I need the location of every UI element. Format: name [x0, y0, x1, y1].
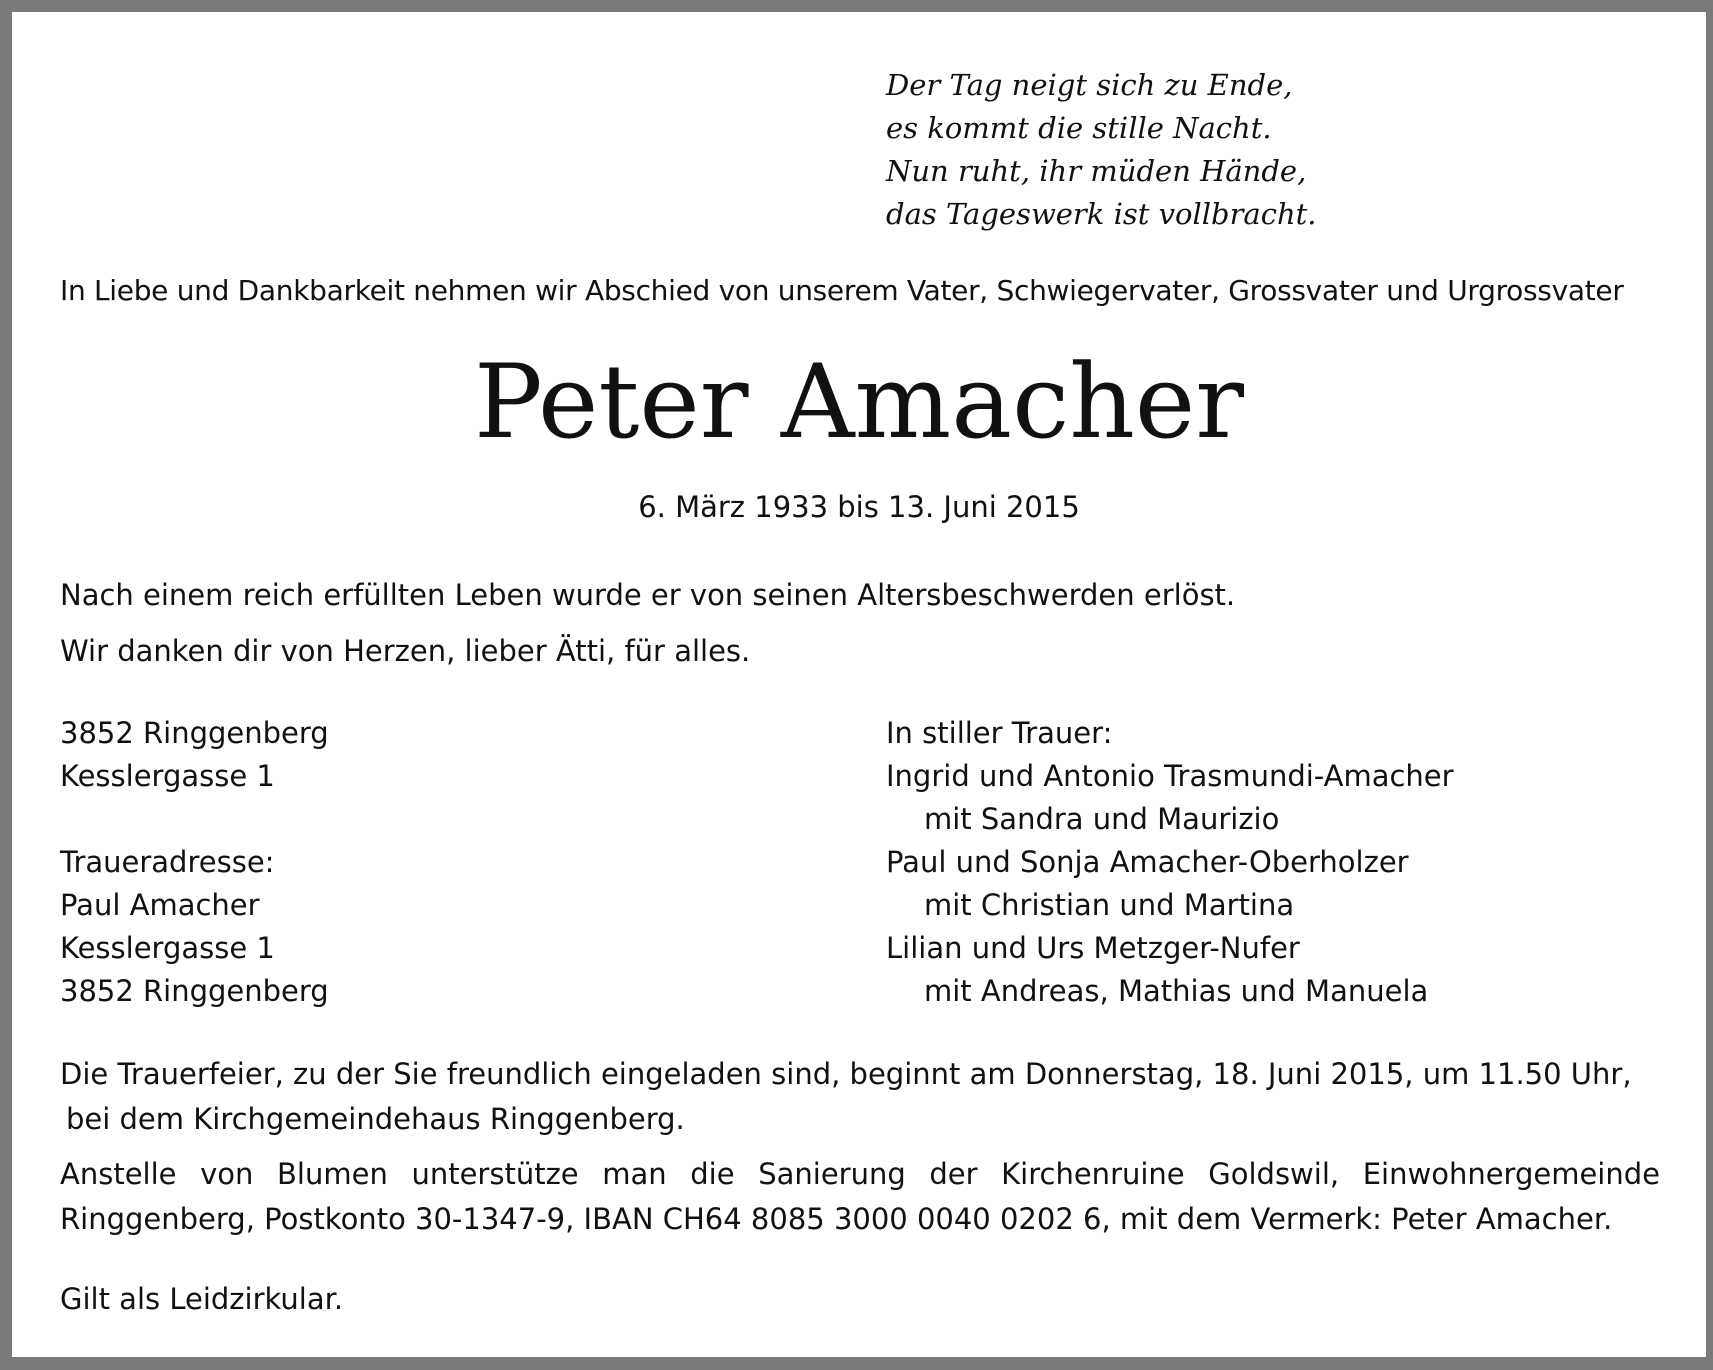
mourning-address-city: 3852 Ringgenberg [60, 974, 329, 1008]
mourner-line: Lilian und Urs Metzger-Nufer [886, 931, 1300, 965]
mourner-children-line: mit Sandra und Maurizio [924, 802, 1280, 836]
deceased-name: Peter Amacher [473, 343, 1245, 462]
donation-note [60, 1152, 1660, 1242]
footer-note: Gilt als Leidzirkular. [60, 1282, 344, 1316]
address-column [60, 712, 329, 1013]
poem-line: das Tageswerk ist vollbracht. [886, 197, 1317, 231]
mourners-column [886, 712, 1454, 1013]
donation-line: Ringgenberg, Postkonto 30-1347-9, IBAN CH64 8085 3000 0040 0202 6, mit dem Vermerk: Peter Amacher. [60, 1202, 1613, 1236]
address-line: Kesslergasse 1 [60, 759, 275, 793]
mourners-heading: In stiller Trauer: [886, 716, 1113, 750]
obituary-page [12, 12, 1706, 1357]
intro-text: In Liebe und Dankbarkeit nehmen wir Abschied von unserem Vater, Schwiegervater, Grossvater und Urgrossvater [60, 274, 1624, 307]
mourner-children-line: mit Andreas, Mathias und Manuela [924, 974, 1429, 1008]
poem-line: Der Tag neigt sich zu Ende, [886, 68, 1293, 102]
donation-line: Anstelle von Blumen unterstütze man die Sanierung der Kirchenruine Goldswil, Einwohnergemeinde [60, 1157, 1660, 1191]
spacer [60, 798, 329, 841]
funeral-invitation [60, 1052, 1660, 1142]
life-dates: 6. März 1933 bis 13. Juni 2015 [638, 490, 1080, 524]
paragraph-thanks: Wir danken dir von Herzen, lieber Ätti, für alles. [60, 634, 751, 668]
poem-line: es kommt die stille Nacht. [886, 111, 1272, 145]
mourner-line: Paul und Sonja Amacher-Oberholzer [886, 845, 1409, 879]
poem-line: Nun ruht, ihr müden Hände, [886, 154, 1307, 188]
invitation-line: Die Trauerfeier, zu der Sie freundlich eingeladen sind, beginnt am Donnerstag, 18. Juni 2015, um 11.50 Uhr, [60, 1057, 1632, 1091]
mourning-address-street: Kesslergasse 1 [60, 931, 275, 965]
mourner-line: Ingrid und Antonio Trasmundi-Amacher [886, 759, 1454, 793]
mourning-address-label: Traueradresse: [60, 845, 275, 879]
poem [886, 64, 1317, 236]
mourning-address-name: Paul Amacher [60, 888, 260, 922]
invitation-line: bei dem Kirchgemeindehaus Ringgenberg. [66, 1102, 685, 1136]
address-line: 3852 Ringgenberg [60, 716, 329, 750]
mourner-children-line: mit Christian und Martina [924, 888, 1295, 922]
paragraph-life: Nach einem reich erfüllten Leben wurde er von seinen Altersbeschwerden erlöst. [60, 578, 1236, 612]
